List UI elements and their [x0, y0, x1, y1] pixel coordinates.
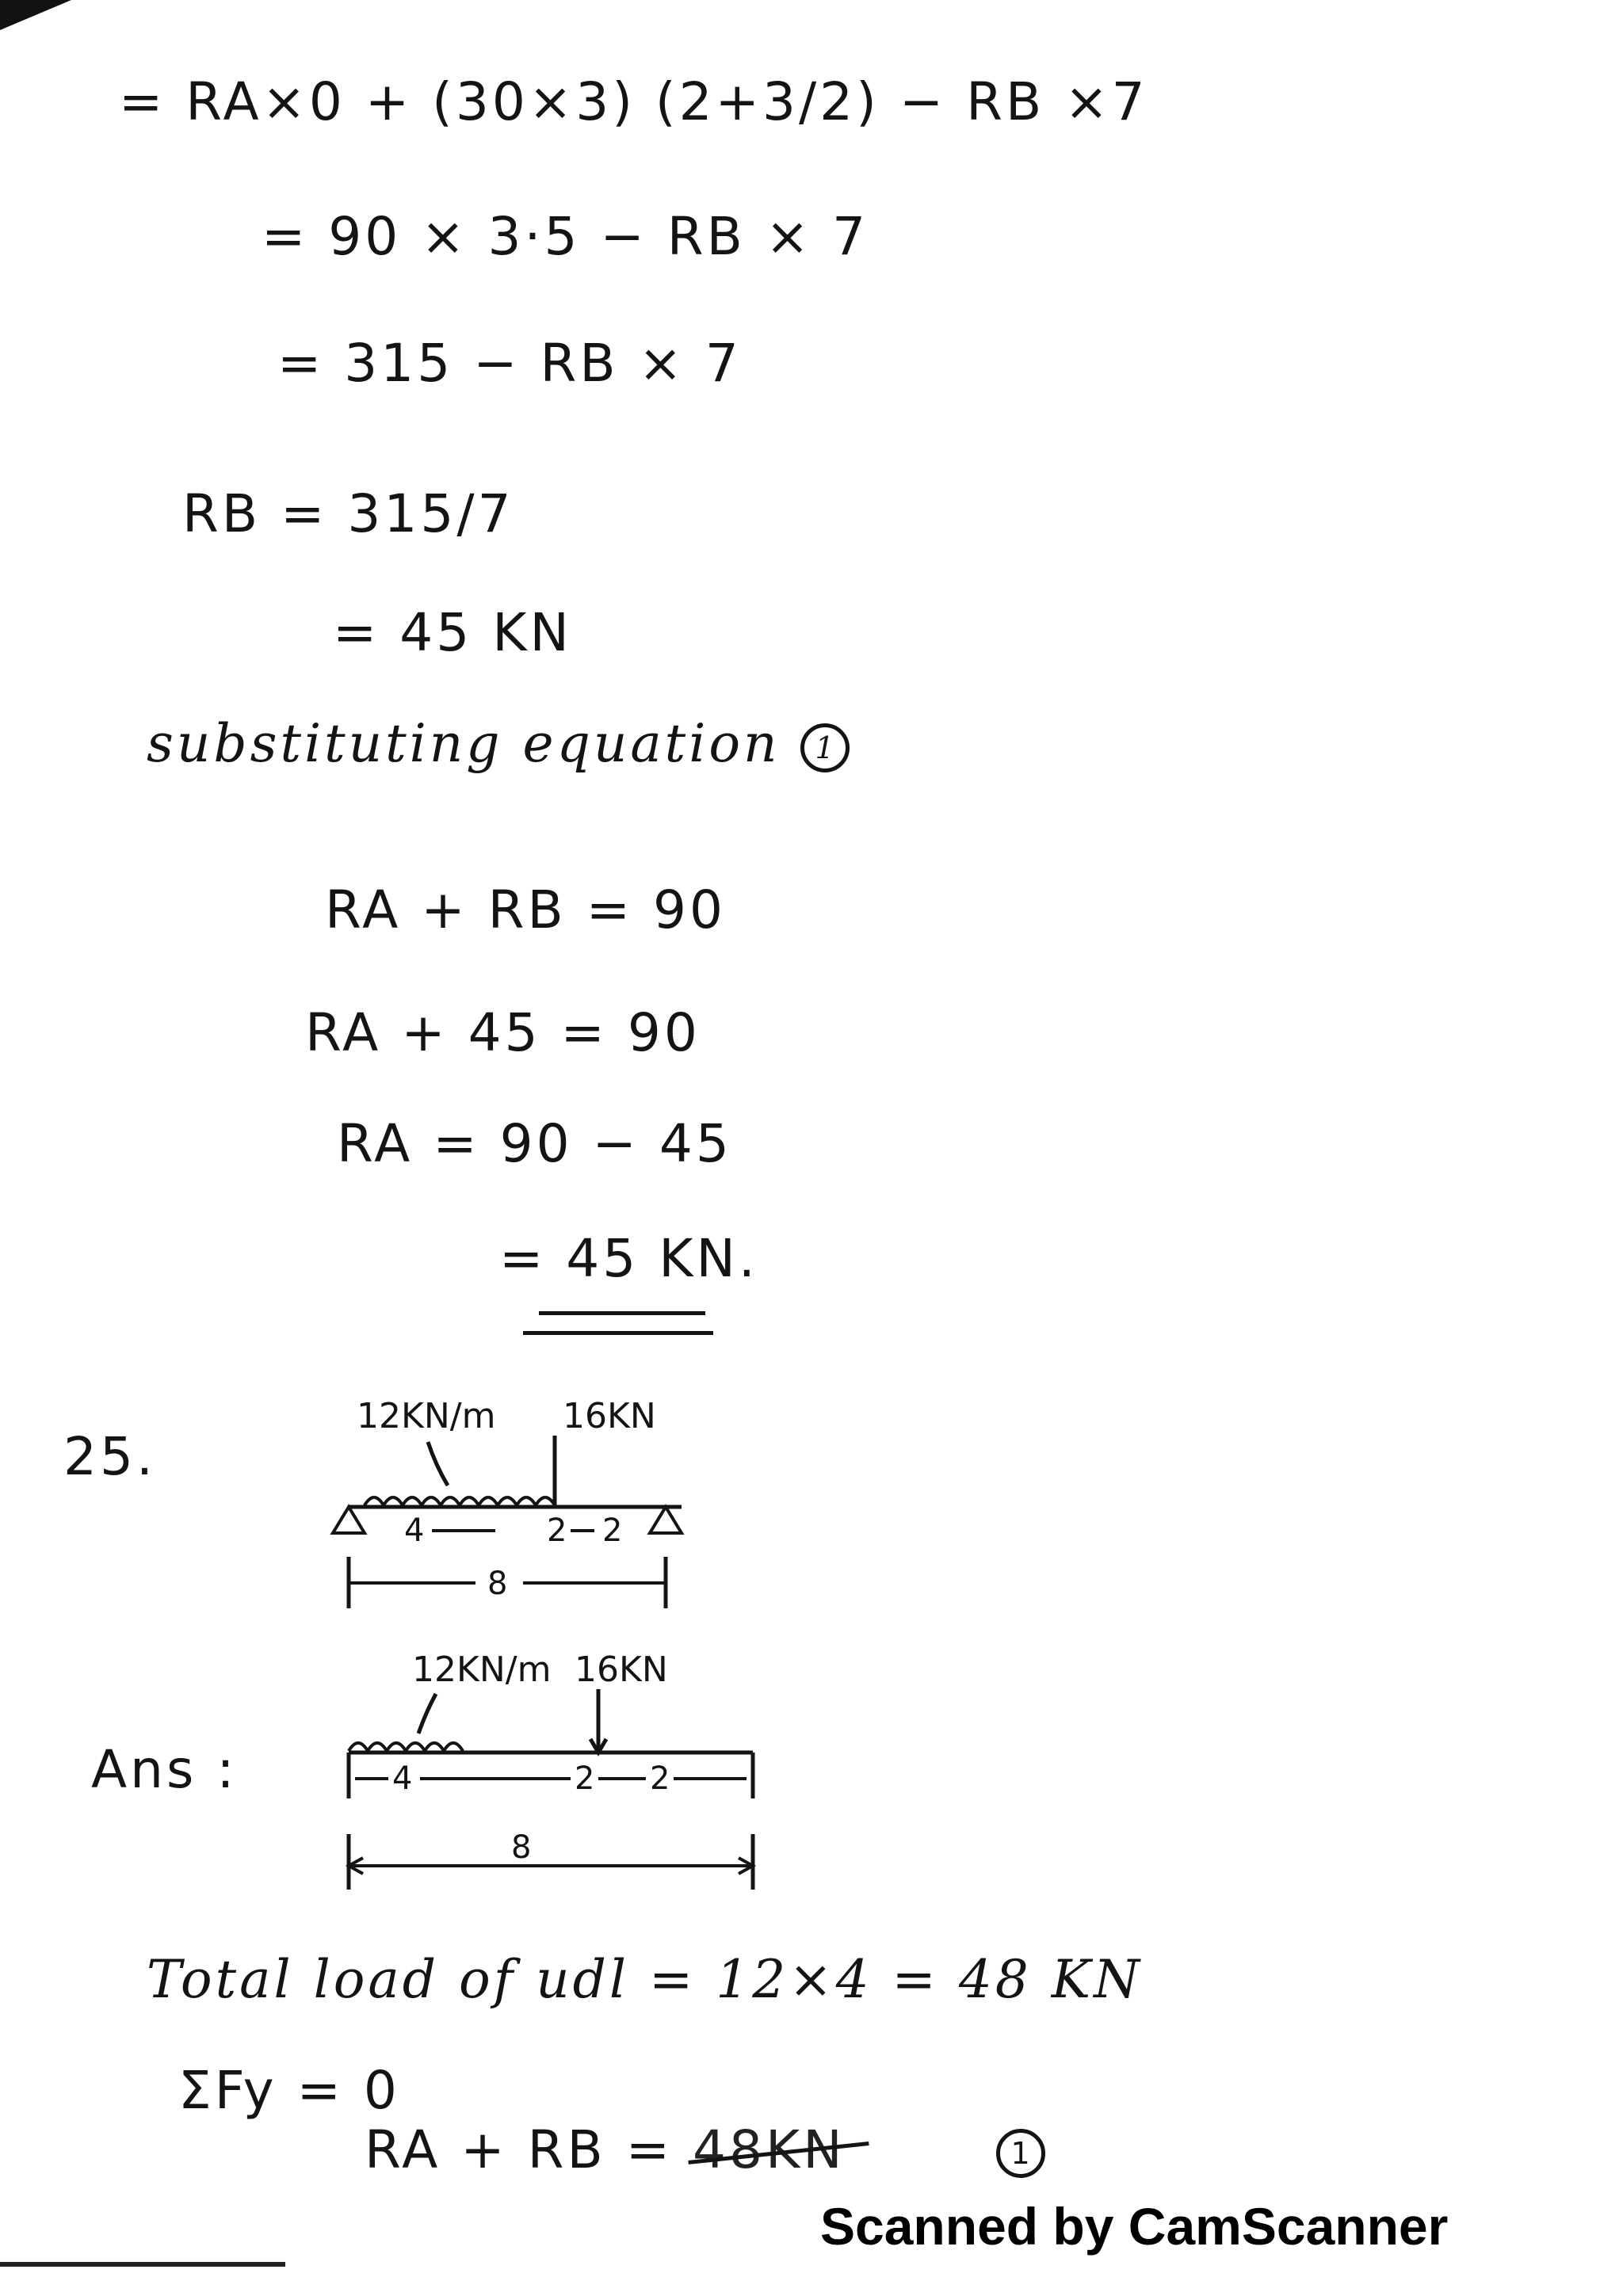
beam-diagram-answer — [333, 1632, 777, 1901]
double-underline-bottom — [523, 1331, 713, 1335]
equation-ra: RA = 90 − 45 — [337, 1113, 732, 1174]
support-b-icon — [650, 1507, 682, 1533]
total-load-line: Total load of udl = 12×4 = 48 KN — [147, 1949, 1143, 2010]
udl-wave-icon — [349, 1743, 463, 1751]
support-a-icon — [333, 1507, 365, 1533]
answer-label: Ans : — [91, 1739, 238, 1800]
ra-rb-line — [365, 2119, 1045, 2180]
equation-line-3: = 315 − RB × 7 — [277, 333, 742, 394]
equation-sum: RA + RB = 90 — [325, 879, 726, 940]
bottom-scan-edge — [0, 2262, 285, 2267]
equation-line-1: = RA×0 + (30×3) (2+3/2) − RB ×7 — [119, 71, 1148, 132]
segment-2-label: 2 — [575, 1760, 595, 1797]
udl-pointer-arrow — [428, 1442, 448, 1486]
equation-substituted: RA + 45 = 90 — [305, 1002, 701, 1063]
total-length-label: 8 — [487, 1566, 508, 1602]
udl-label: 12KN/m — [357, 1396, 496, 1436]
beam-diagram-question — [317, 1379, 729, 1632]
struck-value: 48KN — [693, 2119, 846, 2180]
double-underline-top — [539, 1311, 705, 1315]
total-length-label: 8 — [511, 1829, 532, 1866]
beam-diagram-question-svg — [317, 1379, 729, 1632]
equation-ra-result: = 45 KN. — [499, 1228, 758, 1289]
equation-line-2: = 90 × 3·5 − RB × 7 — [262, 206, 869, 267]
equation-rb: RB = 315/7 — [182, 483, 514, 544]
circled-number-icon: 1 — [800, 723, 850, 772]
point-load-label: 16KN — [563, 1396, 656, 1436]
equation-rb-result: = 45 KN — [333, 602, 572, 663]
point-load-label: 16KN — [575, 1650, 668, 1690]
substituting-label: substituting equation — [147, 713, 781, 774]
segment-3-label: 2 — [602, 1512, 623, 1549]
segment-1-label: 4 — [392, 1760, 413, 1797]
ra-rb-prefix: RA + RB = — [365, 2119, 674, 2180]
segment-2-label: 2 — [547, 1512, 567, 1549]
udl-label: 12KN/m — [412, 1650, 552, 1690]
segment-1-label: 4 — [404, 1512, 425, 1549]
udl-wave-icon — [365, 1497, 555, 1505]
question-number: 25. — [63, 1426, 156, 1487]
udl-pointer-arrow — [418, 1694, 436, 1733]
camscanner-watermark: Scanned by CamScanner — [820, 2197, 1449, 2256]
segment-3-label: 2 — [650, 1760, 670, 1797]
corner-scan-artifact — [0, 0, 71, 30]
circled-number-icon: 1 — [996, 2129, 1045, 2178]
beam-diagram-answer-svg — [333, 1632, 777, 1901]
sum-fy-line: ΣFy = 0 — [178, 2060, 400, 2121]
substituting-text — [147, 713, 850, 774]
